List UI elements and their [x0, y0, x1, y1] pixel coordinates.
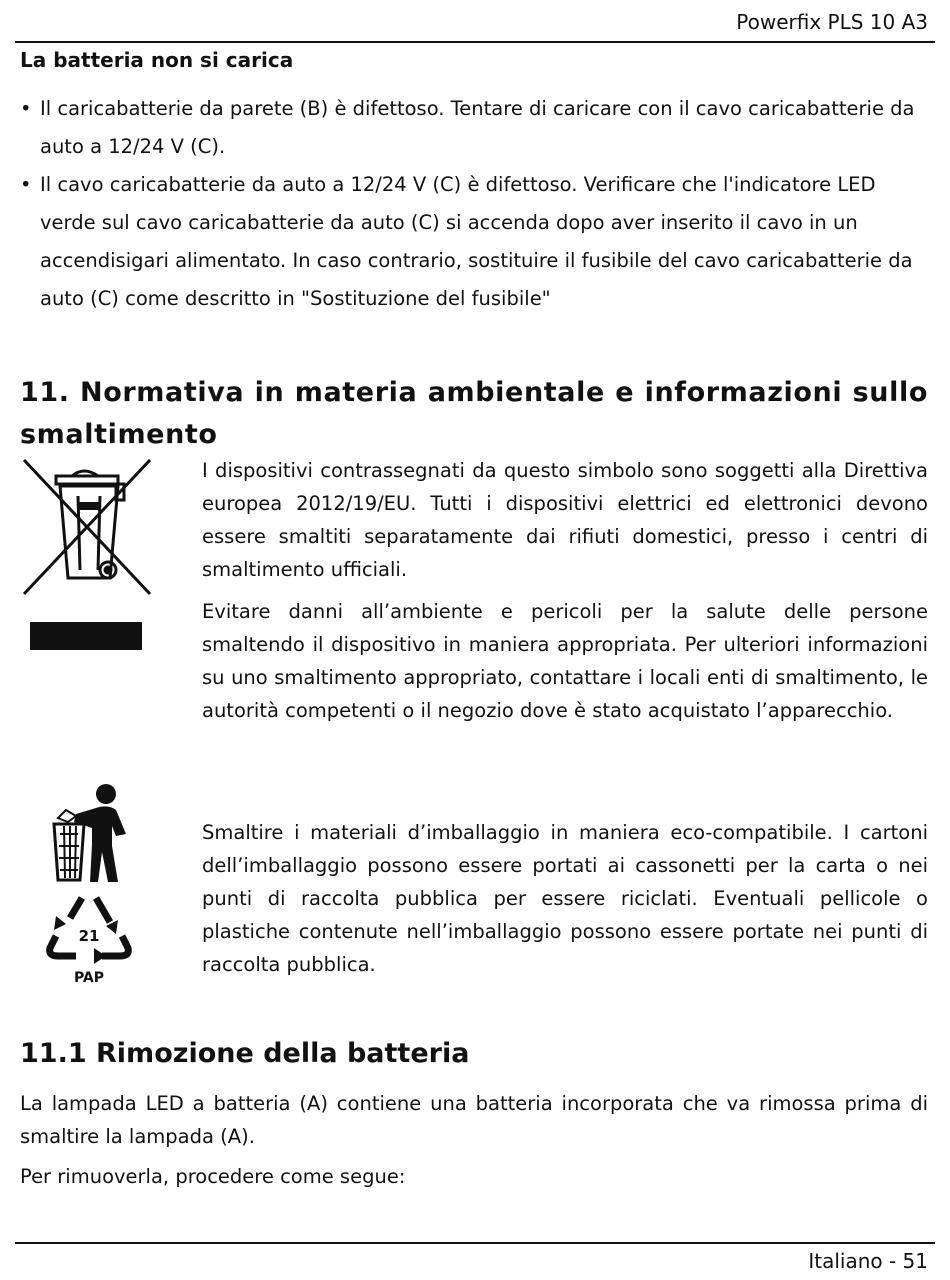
- recycling-triangle-icon: [46, 890, 132, 968]
- troubleshooting-list: [20, 90, 930, 318]
- weee-crossed-bin-icon: [20, 456, 155, 656]
- battery-removal-paragraph: La lampada LED a batteria (A) contiene una batteria incorporata che va rimossa prima di smaltire la lampada (A).: [20, 1092, 928, 1148]
- recycle-code-label: PAP: [73, 970, 105, 986]
- list-item: • Il caricabatterie da parete (B) è difettoso. Tentare di caricare con il cavo caricabatterie da auto a 12/24 V (C).: [20, 90, 930, 166]
- tidyman-icon: [46, 782, 132, 886]
- header-rule: [15, 41, 935, 43]
- page-number: Italiano - 51: [808, 1249, 928, 1273]
- weee-paragraph-2: Evitare danni all’ambiente e pericoli per la salute delle persone smaltendo il dispositivo in maniera appropriata. Per ulteriori informazioni su uno smaltimento appropriato, contattare i locali enti di smaltimento, le autorità competenti o il negozio dove è stato acquistato l’apparecchio.: [202, 600, 928, 722]
- packaging-paragraph: Smaltire i materiali d’imballaggio in maniera eco-compatibile. I cartoni dell’imballaggio possono essere portati ai cassonetti per la carta o nei punti di raccolta pubblica per essere riciclati. Eventuali pellicole o plastiche contenute nell’imballaggio possono essere portate nei punti di raccolta pubblica.: [202, 821, 928, 976]
- section-11-title: 11. Normativa in materia ambientale e informazioni sullo smaltimento: [20, 377, 928, 450]
- battery-removal-instructions: Per rimuoverla, procedere come segue:: [20, 1165, 406, 1188]
- weee-paragraph-1: I dispositivi contrassegnati da questo simbolo sono soggetti alla Direttiva europea 2012/19/EU. Tutti i dispositivi elettrici ed elettronici devono essere smaltiti separatamente dai rifiuti domestici, presso i centri di smaltimento ufficiali.: [202, 459, 928, 581]
- running-header: Powerfix PLS 10 A3: [736, 10, 928, 34]
- recycle-number: 21: [78, 927, 100, 945]
- footer-rule: [15, 1242, 935, 1244]
- battery-not-charging-heading: La batteria non si carica: [20, 48, 294, 72]
- list-item: • Il cavo caricabatterie da auto a 12/24 V (C) è difettoso. Verificare che l'indicatore LED verde sul cavo caricabatterie da auto (C) si accenda dopo aver inserito il cavo in un accendisigari alimentato. In caso contrario, sostituire il fusibile del cavo caricabatterie da auto (C) come descritto in "Sostituzione del fusibile": [20, 166, 930, 318]
- section-11-1-title: 11.1 Rimozione della batteria: [20, 1038, 470, 1069]
